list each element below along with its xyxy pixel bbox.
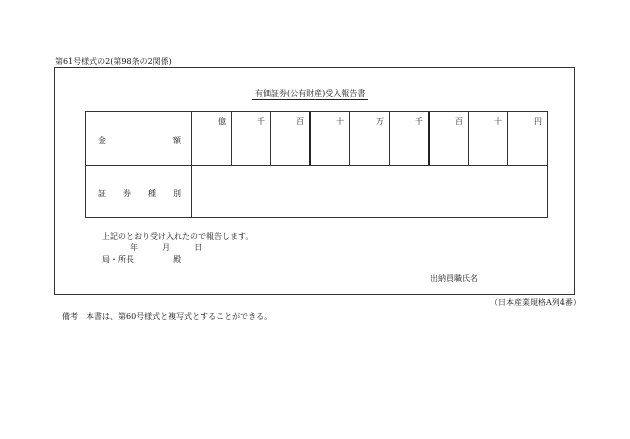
row-divider [86, 165, 547, 166]
report-statement: 上記のとおり受け入れたので報告します。 [102, 232, 254, 241]
date-day-label: 日 [194, 243, 203, 252]
date-line [130, 244, 202, 252]
digit-header-oku: 億 [218, 117, 226, 126]
official-name-label: 出納員職氏名 [430, 274, 478, 283]
digit-header-hyaku-2: 百 [455, 117, 463, 126]
digit-divider [507, 112, 508, 165]
addressee-line [102, 256, 181, 264]
digit-divider [349, 112, 350, 165]
digit-divider [468, 112, 469, 165]
form-number: 第61号様式の2(第98条の2関係) [55, 57, 172, 66]
digit-header-juu-2: 十 [494, 117, 502, 126]
remark-note: 備考 本書は、第60号様式と複写式とすることができる。 [62, 312, 273, 321]
digit-header-hyaku: 百 [296, 117, 304, 126]
form-title: 有価証券(公有財産)受入報告書 [252, 90, 368, 100]
securities-type-label-2: 券 [123, 189, 131, 198]
securities-type-label-1: 証 [98, 189, 106, 198]
digit-divider [270, 112, 271, 165]
digit-divider-major [309, 112, 311, 165]
digit-header-man: 万 [376, 117, 384, 126]
digit-header-juu: 十 [336, 117, 344, 126]
digit-header-en: 円 [534, 117, 542, 126]
label-column-divider [191, 112, 192, 217]
digit-divider [231, 112, 232, 165]
addressee-label: 局・所長 [102, 255, 134, 264]
amount-table [85, 111, 548, 218]
securities-type-label-3: 種 [148, 189, 156, 198]
date-month-label: 月 [162, 243, 171, 252]
securities-type-label-4: 別 [173, 189, 181, 198]
paper-size-note: （日本産業規格A列4番） [490, 298, 581, 307]
amount-label-gaku: 額 [173, 136, 181, 145]
digit-header-sen-2: 千 [415, 117, 423, 126]
digit-divider-major [428, 112, 430, 165]
amount-label-kin: 金 [98, 136, 106, 145]
date-year-label: 年 [130, 243, 138, 252]
digit-divider [389, 112, 390, 165]
digit-header-sen: 千 [257, 117, 265, 126]
addressee-honorific: 殿 [173, 255, 182, 264]
